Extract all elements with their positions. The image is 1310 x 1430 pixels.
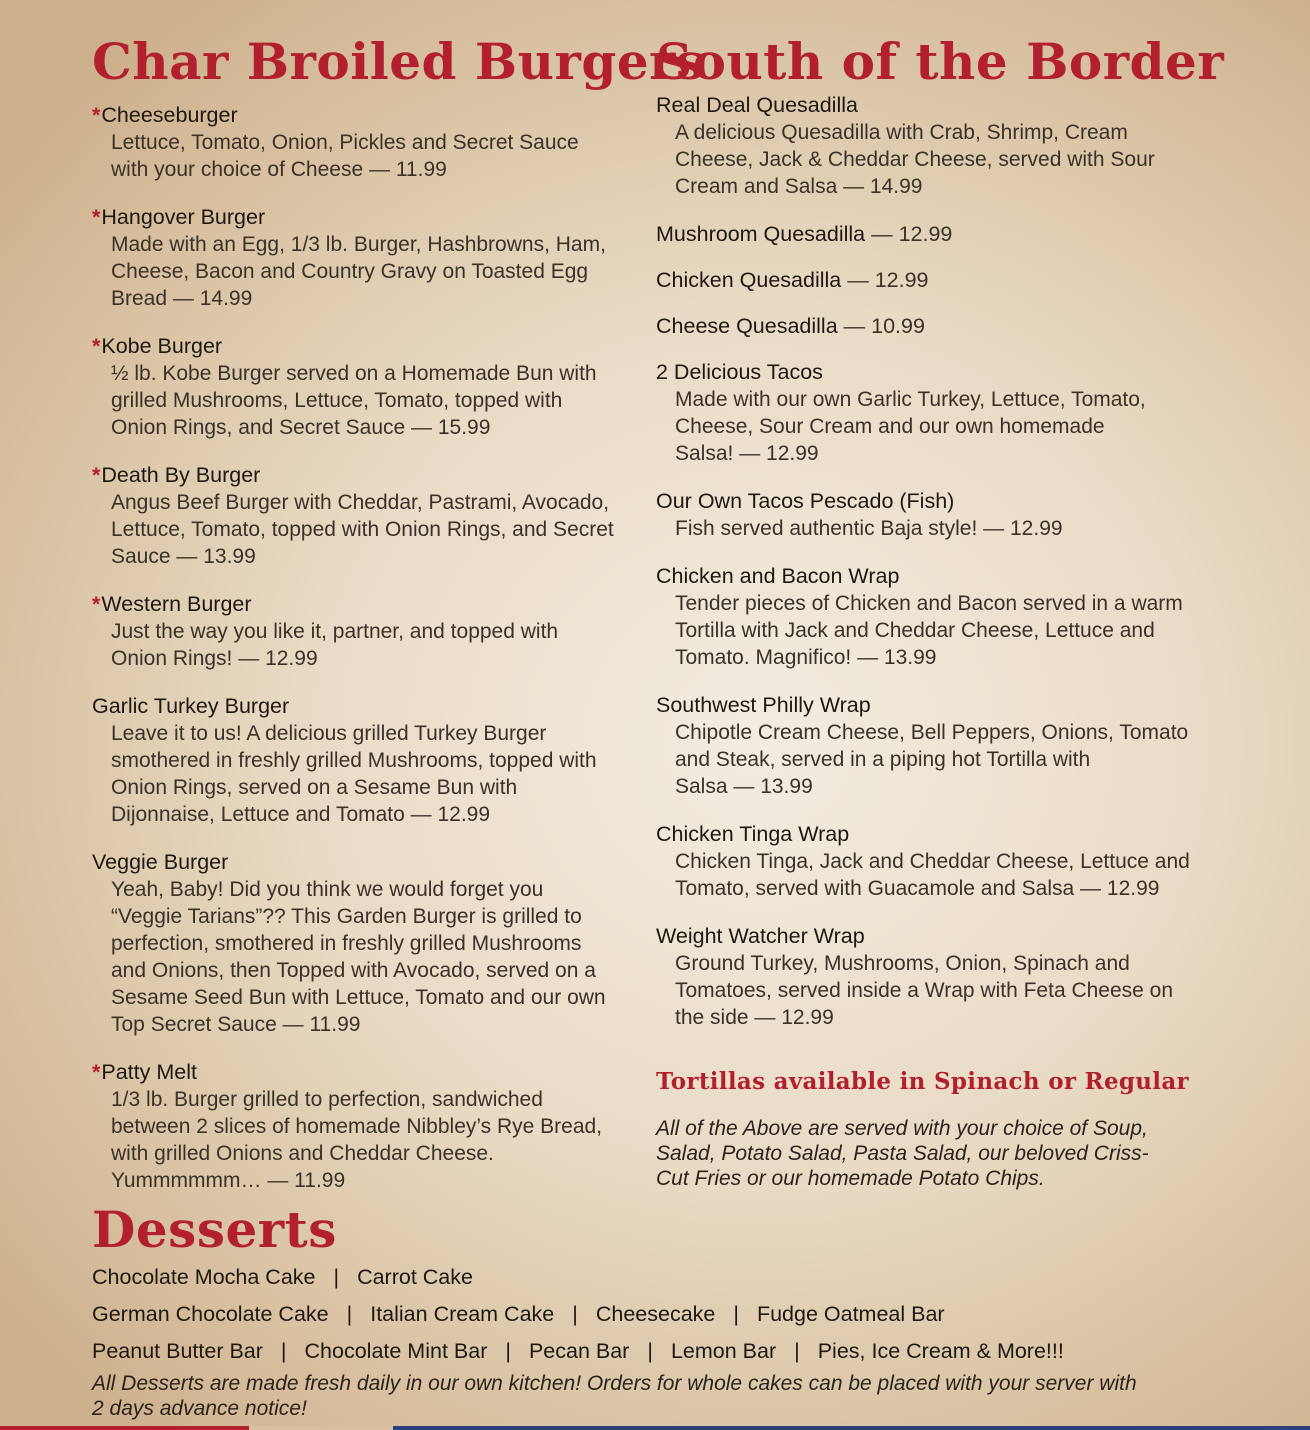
item-price: — 12.99	[405, 803, 490, 826]
item-title: Garlic Turkey Burger	[92, 694, 290, 718]
item-name	[656, 488, 1196, 515]
item-description	[92, 360, 617, 441]
item-description	[656, 386, 1196, 467]
item-name	[656, 267, 1196, 294]
item-price: — 14.99	[837, 175, 922, 198]
menu-item	[656, 92, 1196, 200]
item-desc-text: Chicken Tinga, Jack and Cheddar Cheese, Lettuce and Tomato, served with Guacamole and Salsa	[675, 850, 1190, 900]
separator: |	[572, 1302, 578, 1326]
dessert-item: Peanut Butter Bar	[92, 1339, 263, 1363]
item-price: — 12.99	[1074, 877, 1159, 900]
menu-item	[656, 692, 1196, 800]
item-desc-text: ½ lb. Kobe Burger served on a Homemade Bun with grilled Mushrooms, Lettuce, Tomato, topped with Onion Rings, and Secret Sauce	[111, 362, 597, 439]
separator: |	[794, 1339, 800, 1363]
dessert-row	[92, 1264, 1242, 1291]
dessert-row	[92, 1301, 1242, 1328]
dessert-item: Pies, Ice Cream & More!!!	[817, 1339, 1064, 1363]
item-price: — 13.99	[728, 775, 813, 798]
item-desc-text: Lettuce, Tomato, Onion, Pickles and Secret Sauce with your choice of Cheese	[111, 131, 579, 181]
item-title: Death By Burger	[101, 463, 261, 487]
menu-item	[92, 591, 617, 672]
menu-item	[92, 462, 617, 570]
dessert-list	[92, 1264, 1242, 1365]
item-name	[92, 333, 617, 360]
item-title: Chicken Quesadilla	[656, 268, 842, 292]
item-title: Chicken Tinga Wrap	[656, 822, 850, 846]
menu-item	[92, 204, 617, 312]
item-price: — 12.99	[841, 268, 928, 292]
item-price: — 13.99	[851, 646, 936, 669]
desserts-section	[92, 1202, 1242, 1421]
item-description	[656, 719, 1196, 800]
menu-item	[656, 313, 1196, 340]
dessert-item: Cheesecake	[595, 1302, 716, 1326]
dessert-item: Chocolate Mint Bar	[304, 1339, 488, 1363]
menu-item	[656, 821, 1196, 902]
item-description	[656, 590, 1196, 671]
item-price: — 14.99	[167, 287, 252, 310]
item-price: — 11.99	[277, 1013, 361, 1036]
item-name	[656, 923, 1196, 950]
item-description	[92, 720, 617, 828]
item-title: Cheeseburger	[101, 103, 238, 127]
item-desc-text: Made with our own Garlic Turkey, Lettuce, Tomato, Cheese, Sour Cream and our own homemade Salsa!	[675, 388, 1146, 465]
desserts-title: Desserts	[92, 1200, 337, 1259]
item-title: Veggie Burger	[92, 850, 229, 874]
dessert-item: Lemon Bar	[670, 1339, 777, 1363]
separator: |	[733, 1302, 739, 1326]
item-price: — 11.99	[262, 1169, 346, 1192]
item-name	[92, 204, 617, 231]
menu-item	[656, 923, 1196, 1031]
item-price: — 13.99	[171, 545, 256, 568]
item-price: — 15.99	[405, 416, 490, 439]
border-title: South of the Border	[656, 32, 1225, 91]
separator: |	[333, 1265, 340, 1289]
separator: |	[346, 1302, 353, 1326]
item-desc-text: Fish served authentic Baja style!	[675, 517, 978, 540]
item-name	[656, 563, 1196, 590]
dessert-item: Chocolate Mocha Cake	[92, 1265, 316, 1289]
signature-star: *	[92, 1060, 101, 1084]
menu-item	[92, 102, 617, 183]
item-desc-text: Just the way you like it, partner, and topped with Onion Rings!	[111, 620, 559, 670]
item-desc-text: Leave it to us! A delicious grilled Turkey Burger smothered in freshly grilled Mushrooms, topped with Onion Rings, served on a Sesame Bun with Dijonnaise, Lettuce and Tomato	[111, 722, 597, 826]
dessert-item: German Chocolate Cake	[92, 1302, 329, 1326]
signature-star: *	[92, 334, 101, 358]
item-title: Hangover Burger	[101, 205, 266, 229]
item-description	[92, 1086, 617, 1194]
item-title: Cheese Quesadilla	[656, 314, 838, 338]
item-title: Mushroom Quesadilla	[656, 222, 866, 246]
item-name	[656, 692, 1196, 719]
item-name	[656, 221, 1196, 248]
menu-item	[656, 488, 1196, 542]
item-description	[656, 950, 1196, 1031]
dessert-item: Carrot Cake	[357, 1265, 473, 1289]
dessert-item: Italian Cream Cake	[370, 1302, 555, 1326]
item-description	[92, 129, 617, 183]
item-title: Chicken and Bacon Wrap	[656, 564, 900, 588]
item-title: Southwest Philly Wrap	[656, 693, 871, 717]
item-desc-text: Ground Turkey, Mushrooms, Onion, Spinach and Tomatoes, served inside a Wrap with Feta Cheese on the side	[675, 952, 1174, 1029]
item-price: — 12.99	[232, 647, 317, 670]
item-description	[92, 876, 617, 1038]
item-description	[92, 489, 617, 570]
item-title: 2 Delicious Tacos	[656, 360, 823, 384]
item-title: Our Own Tacos Pescado (Fish)	[656, 489, 955, 513]
item-description	[656, 848, 1196, 902]
signature-star: *	[92, 463, 101, 487]
item-desc-text: 1/3 lb. Burger grilled to perfection, sandwiched between 2 slices of homemade Nibbley’s Rye Bread, with grilled Onions and Cheddar Cheese. Yummmmmm…	[111, 1088, 603, 1192]
item-name	[92, 102, 617, 129]
desserts-note: All Desserts are made fresh daily in our own kitchen! Orders for whole cakes can be placed with your server with 2 days advance notice!	[92, 1372, 1137, 1420]
item-price: — 11.99	[363, 158, 447, 181]
menu-item	[92, 849, 617, 1038]
signature-star: *	[92, 592, 101, 616]
dessert-item: Pecan Bar	[528, 1339, 630, 1363]
dessert-row	[92, 1338, 1242, 1365]
item-title: Weight Watcher Wrap	[656, 924, 865, 948]
item-desc-text: Angus Beef Burger with Cheddar, Pastrami, Avocado, Lettuce, Tomato, topped with Onion Rings, and Secret Sauce	[111, 491, 614, 568]
item-description	[656, 119, 1196, 200]
item-name	[92, 1059, 617, 1086]
tortilla-note: Tortillas available in Spinach or Regular	[656, 1068, 1189, 1095]
item-name	[656, 92, 1196, 119]
item-title: Kobe Burger	[101, 334, 223, 358]
item-desc-text: A delicious Quesadilla with Crab, Shrimp, Cream Cheese, Jack & Cheddar Cheese, served with Sour Cream and Salsa	[675, 121, 1155, 198]
separator: |	[280, 1339, 287, 1363]
item-desc-text: Made with an Egg, 1/3 lb. Burger, Hashbrowns, Ham, Cheese, Bacon and Country Gravy on Toasted Egg Bread	[111, 233, 606, 310]
item-desc-text: Tender pieces of Chicken and Bacon served in a warm Tortilla with Jack and Cheddar Cheese, Lettuce and Tomato. Magnifico!	[675, 592, 1183, 669]
burgers-list	[92, 102, 617, 1215]
item-name	[92, 591, 617, 618]
served-with-note: All of the Above are served with your choice of Soup, Salad, Potato Salad, Pasta Salad, our beloved Criss-Cut Fries or our homemade Potato Chips.	[656, 1117, 1149, 1190]
item-price: — 12.99	[749, 1006, 834, 1029]
item-description	[92, 618, 617, 672]
menu-item	[92, 693, 617, 828]
menu-item	[656, 267, 1196, 294]
item-title: Patty Melt	[101, 1060, 197, 1084]
separator: |	[505, 1339, 511, 1363]
item-desc-text: Yeah, Baby! Did you think we would forget you “Veggie Tarians”?? This Garden Burger is grilled to perfection, smothered in freshly grilled Mushrooms and Onions, then Topped with Avocado, served on a Sesame Seed Bun with Lettuce, Tomato and our own Top Secret Sauce	[111, 878, 606, 1036]
burgers-title: Char Broiled Burgers	[92, 32, 705, 91]
item-price: — 12.99	[865, 222, 952, 246]
menu-item	[656, 563, 1196, 671]
item-name	[92, 693, 617, 720]
item-desc-text: Chipotle Cream Cheese, Bell Peppers, Onions, Tomato and Steak, served in a piping hot Tortilla with Salsa	[675, 721, 1189, 798]
separator: |	[647, 1339, 653, 1363]
item-name	[656, 821, 1196, 848]
signature-star: *	[92, 103, 101, 127]
item-price: — 12.99	[733, 442, 818, 465]
menu-item	[92, 1059, 617, 1194]
item-name	[656, 313, 1196, 340]
signature-star: *	[92, 205, 101, 229]
item-title: Real Deal Quesadilla	[656, 93, 858, 117]
item-name	[92, 849, 617, 876]
item-description	[656, 515, 1196, 542]
item-name	[92, 462, 617, 489]
item-price: — 10.99	[838, 314, 925, 338]
menu-item	[92, 333, 617, 441]
border-list	[656, 92, 1196, 1052]
menu-item	[656, 359, 1196, 467]
item-description	[92, 231, 617, 312]
item-price: — 12.99	[977, 517, 1062, 540]
item-title: Western Burger	[101, 592, 252, 616]
dessert-item: Fudge Oatmeal Bar	[756, 1302, 945, 1326]
bottom-border-strip	[0, 1426, 1310, 1430]
item-name	[656, 359, 1196, 386]
menu-item	[656, 221, 1196, 248]
